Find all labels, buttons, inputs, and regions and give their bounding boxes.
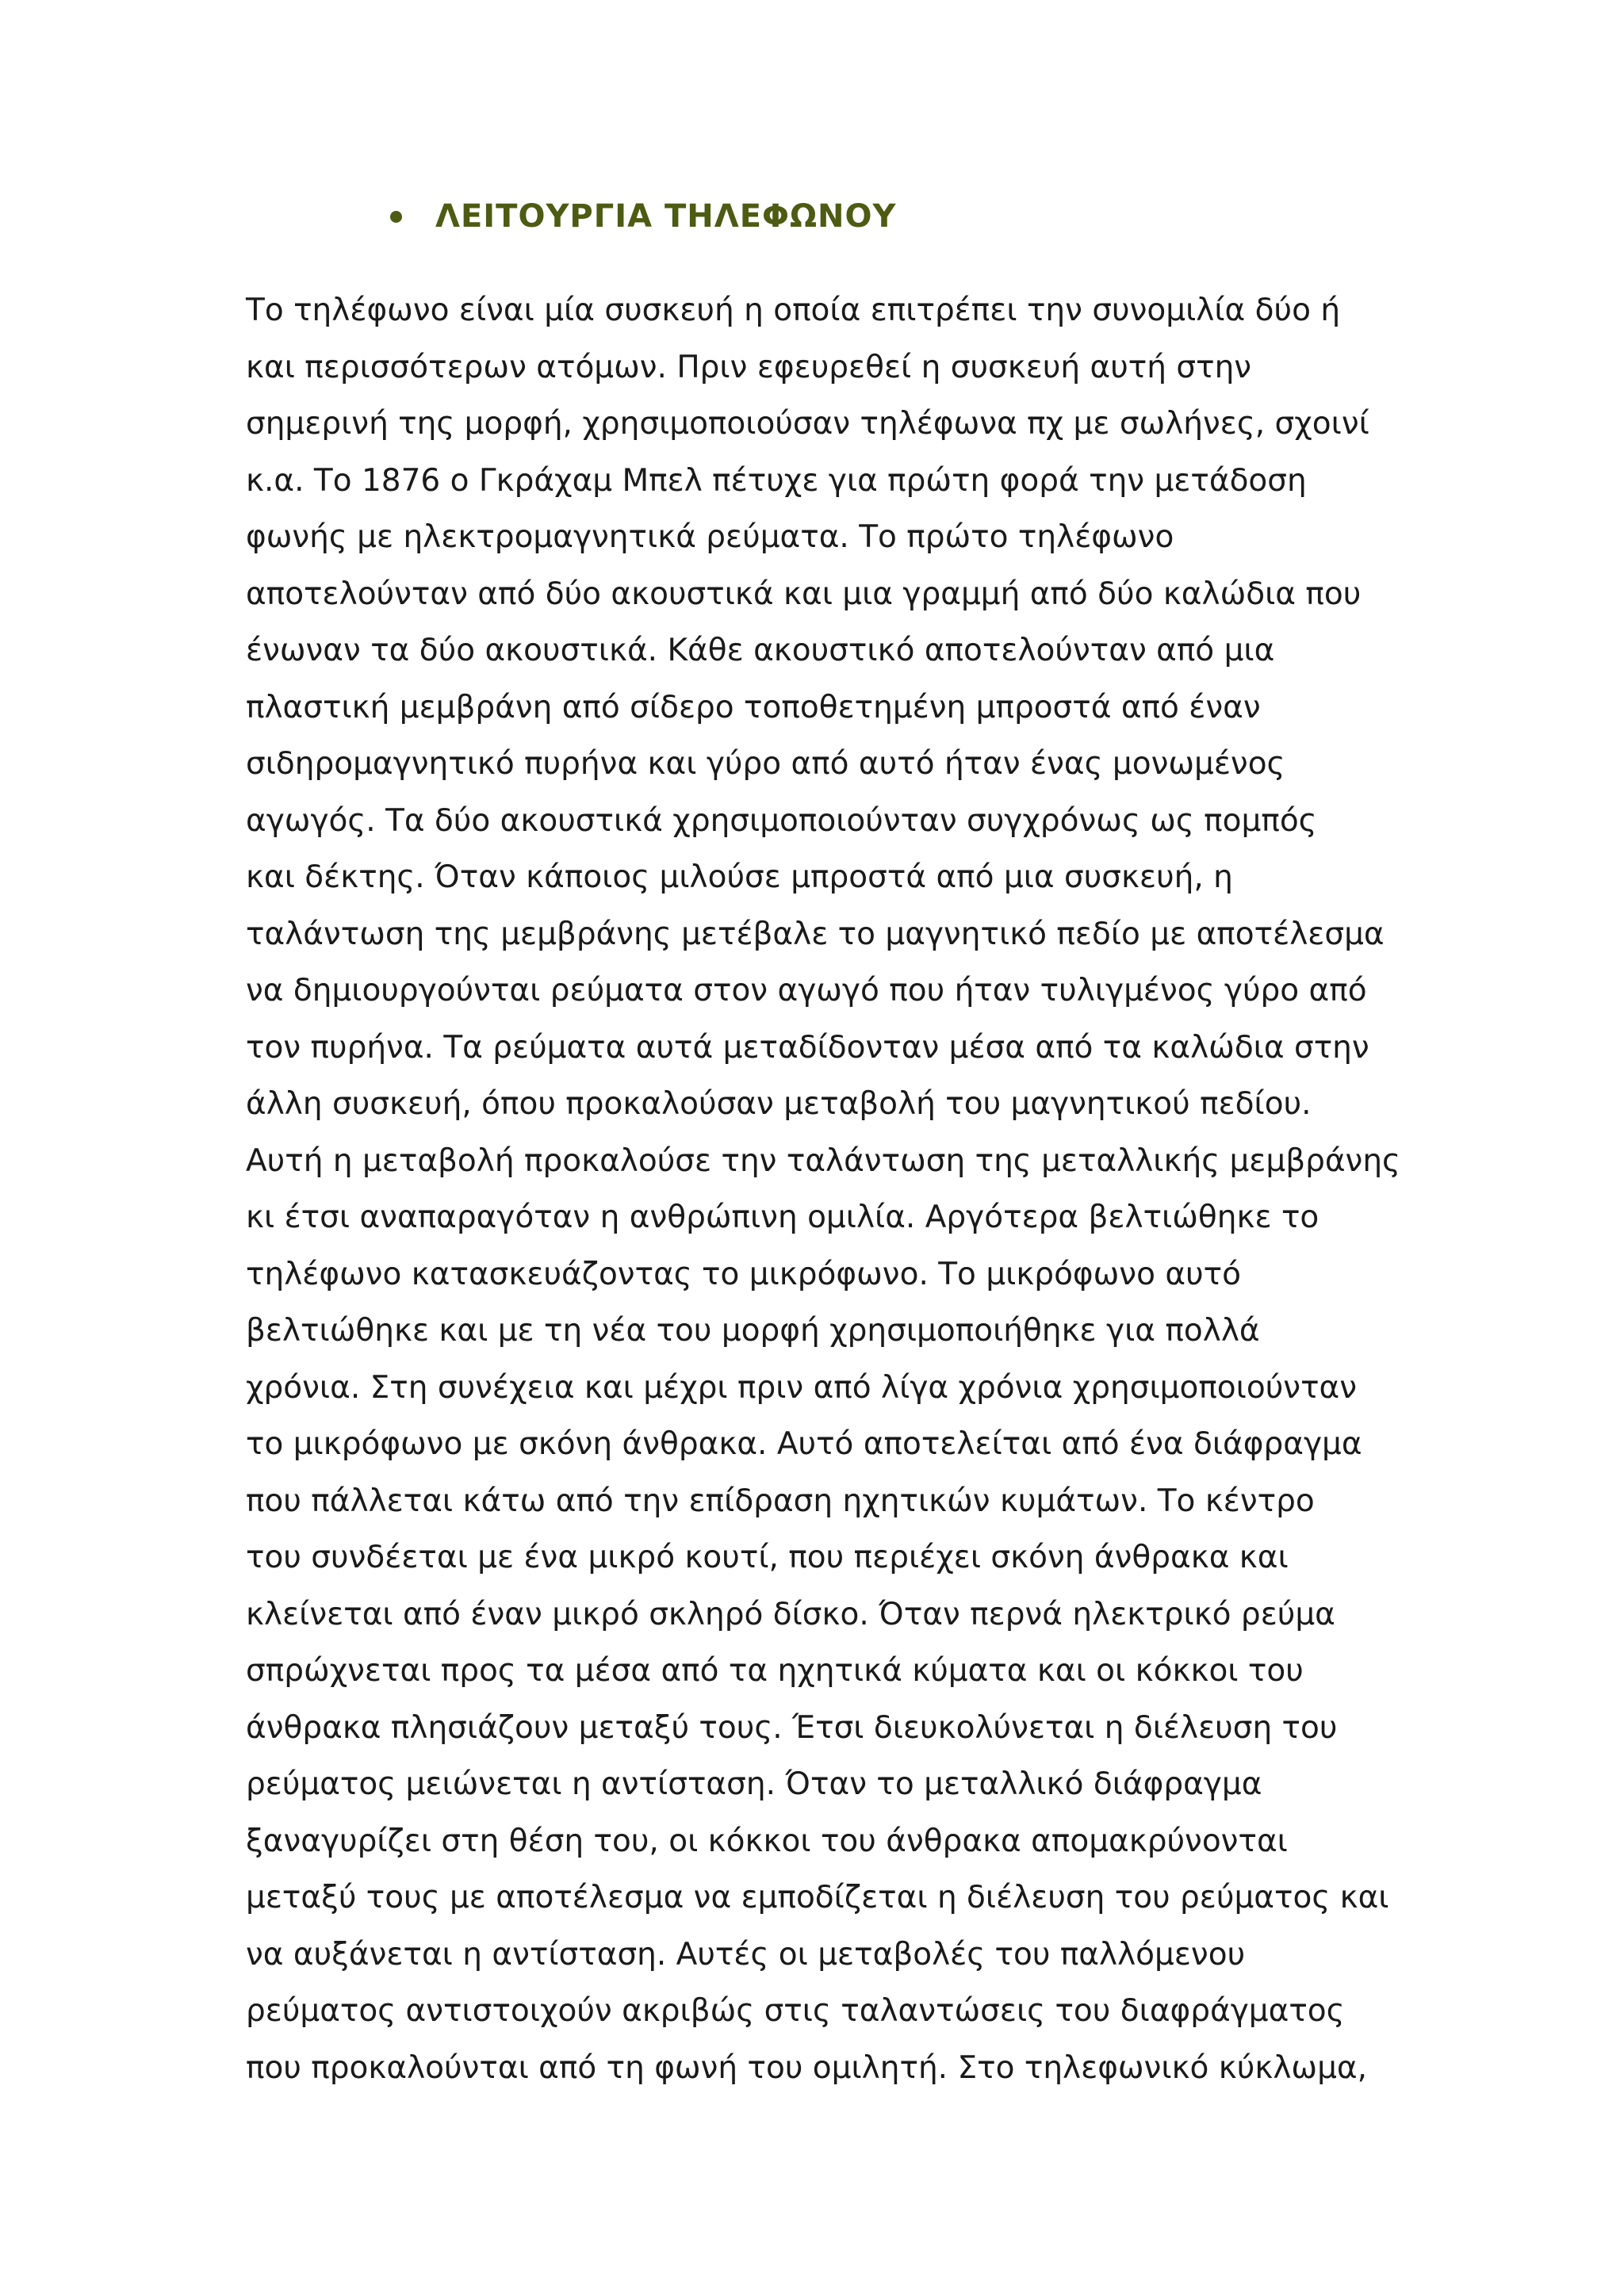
text-line: χρόνια. Στη συνέχεια και μέχρι πριν από λίγα χρόνια χρησιμοποιούνταν <box>246 1369 1358 1406</box>
text-line: σιδηρομαγνητικό πυρήνα και γύρο από αυτό ήταν ένας μονωμένος <box>246 746 1285 782</box>
text-line: του συνδέεται με ένα μικρό κουτί, που περιέχει σκόνη άνθρακα και <box>246 1540 1289 1575</box>
text-line: σπρώχνεται προς τα μέσα από τα ηχητικά κύματα και οι κόκκοι του <box>246 1653 1304 1689</box>
text-line: ρεύματος αντιστοιχούν ακριβώς στις ταλαντώσεις του διαφράγματος <box>246 1993 1345 2029</box>
text-line: που προκαλούνται από τη φωνή του ομιλητή. Στο τηλεφωνικό κύκλωμα, <box>246 2049 1367 2086</box>
text-line: κ.α. Το 1876 ο Γκράχαμ Μπελ πέτυχε για πρώτη φορά την μετάδοση <box>246 462 1307 499</box>
text-line: ταλάντωση της μεμβράνης μετέβαλε το μαγνητικό πεδίο με αποτέλεσμα <box>246 916 1385 952</box>
text-line: φωνής με ηλεκτρομαγνητικά ρεύματα. Το πρώτο τηλέφωνο <box>246 519 1174 555</box>
text-line: ρεύματος μειώνεται η αντίσταση. Όταν το μεταλλικό διάφραγμα <box>246 1766 1262 1802</box>
text-line: σημερινή της μορφή, χρησιμοποιούσαν τηλέφωνα πχ με σωλήνες, σχοινί <box>246 406 1369 442</box>
text-line: αγωγός. Τα δύο ακουστικά χρησιμοποιούνταν συγχρόνως ως πομπός <box>246 802 1317 839</box>
text-line: Το τηλέφωνο είναι μία συσκευή η οποία επιτρέπει την συνομιλία δύο ή <box>246 293 1341 328</box>
body-paragraph <box>246 282 1400 2096</box>
text-line: τηλέφωνο κατασκευάζοντας το μικρόφωνο. Το μικρόφωνο αυτό <box>246 1256 1241 1292</box>
text-line: άνθρακα πλησιάζουν μεταξύ τους. Έτσι διευκολύνεται η διέλευση του <box>246 1709 1338 1746</box>
text-line: και δέκτης. Όταν κάποιος μιλούσε μπροστά από μια συσκευή, η <box>246 859 1233 895</box>
text-line: να δημιουργούνται ρεύματα στον αγωγό που ήταν τυλιγμένος γύρο από <box>246 973 1367 1008</box>
text-line: το μικρόφωνο με σκόνη άνθρακα. Αυτό αποτελείται από ένα διάφραγμα <box>246 1426 1362 1462</box>
text-line: κλείνεται από έναν μικρό σκληρό δίσκο. Όταν περνά ηλεκτρικό ρεύμα <box>246 1596 1335 1632</box>
bullet-icon <box>390 211 402 223</box>
section-heading <box>390 198 896 235</box>
text-line: αποτελούνταν από δύο ακουστικά και μια γραμμή από δύο καλώδια που <box>246 576 1362 612</box>
text-line: να αυξάνεται η αντίσταση. Αυτές οι μεταβολές του παλλόμενου <box>246 1936 1246 1973</box>
text-line: και περισσότερων ατόμων. Πριν εφευρεθεί η συσκευή αυτή στην <box>246 349 1252 385</box>
text-line: πλαστική μεμβράνη από σίδερο τοποθετημένη μπροστά από έναν <box>246 689 1261 725</box>
text-line: μεταξύ τους με αποτέλεσμα να εμποδίζεται η διέλευση του ρεύματος και <box>246 1880 1389 1915</box>
text-line: τον πυρήνα. Τα ρεύματα αυτά μεταδίδονταν μέσα από τα καλώδια στην <box>246 1029 1369 1066</box>
text-line: ένωναν τα δύο ακουστικά. Κάθε ακουστικό αποτελούνταν από μια <box>246 633 1275 668</box>
text-line: που πάλλεται κάτω από την επίδραση ηχητικών κυμάτων. Το κέντρο <box>246 1483 1315 1519</box>
text-line: Αυτή η μεταβολή προκαλούσε την ταλάντωση της μεταλλικής μεμβράνης <box>246 1142 1400 1179</box>
text-line: κι έτσι αναπαραγόταν η ανθρώπινη ομιλία. Αργότερα βελτιώθηκε το <box>246 1200 1320 1235</box>
text-line: άλλη συσκευή, όπου προκαλούσαν μεταβολή του μαγνητικού πεδίου. <box>246 1086 1312 1122</box>
heading-text: ΛΕΙΤΟΥΡΓΙΑ ΤΗΛΕΦΩΝΟΥ <box>435 198 897 235</box>
text-line: ξαναγυρίζει στη θέση του, οι κόκκοι του άνθρακα απομακρύνονται <box>246 1823 1288 1859</box>
text-line: βελτιώθηκε και με τη νέα του μορφή χρησιμοποιήθηκε για πολλά <box>246 1313 1260 1349</box>
